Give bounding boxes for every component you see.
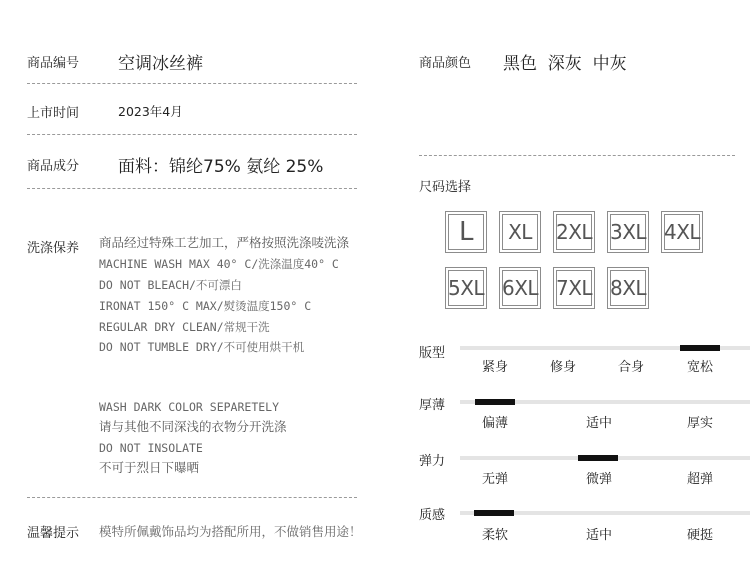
size-option-label: 3XL — [610, 214, 646, 250]
care-line: DO NOT INSOLATE — [99, 441, 203, 455]
scale-selected-marker — [475, 399, 515, 405]
care-line: 商品经过特殊工艺加工，严格按照洗涤唛洗涤 — [99, 235, 350, 250]
launch-date-label: 上市时间 — [27, 106, 80, 121]
scale-option: 超弹 — [686, 472, 714, 487]
scale-selected-marker — [578, 455, 618, 461]
size-option-label: 6XL — [502, 270, 538, 306]
tip-label: 温馨提示 — [27, 526, 80, 541]
size-option-label: 2XL — [556, 214, 592, 250]
scale-option: 宽松 — [686, 360, 714, 375]
size-option[interactable] — [445, 267, 487, 309]
scale-selected-marker — [474, 510, 514, 516]
care-line: MACHINE WASH MAX 40° C/洗涤温度40° C — [99, 257, 339, 271]
scale-option: 合身 — [617, 360, 645, 375]
divider — [419, 155, 735, 156]
product-code-value: 空调冰丝裤 — [118, 54, 203, 74]
care-label: 洗涤保养 — [27, 241, 80, 256]
size-option[interactable] — [445, 211, 487, 253]
scale-option: 无弹 — [481, 472, 509, 487]
size-option-label: 4XL — [664, 214, 700, 250]
care-line: 请与其他不同深浅的衣物分开洗涤 — [99, 419, 287, 434]
scale-option: 紧身 — [481, 360, 509, 375]
care-line: IRONAT 150° C MAX/熨烫温度150° C — [99, 299, 312, 313]
divider — [27, 497, 357, 498]
size-option-label: 8XL — [610, 270, 646, 306]
product-code-label: 商品编号 — [27, 56, 80, 71]
composition-value: 面料：锦纶75% 氨纶 25% — [118, 157, 324, 177]
size-option[interactable] — [607, 211, 649, 253]
tip-text: 模特所佩戴饰品均为搭配所用，不做销售用途！ — [99, 524, 362, 539]
scale-option: 适中 — [585, 528, 613, 543]
care-line: DO NOT TUMBLE DRY/不可使用烘干机 — [99, 340, 305, 354]
care-line: DO NOT BLEACH/不可漂白 — [99, 278, 242, 292]
size-option-label: XL — [502, 214, 538, 250]
size-option[interactable] — [499, 211, 541, 253]
scale-title: 版型 — [419, 346, 446, 361]
size-option[interactable] — [499, 267, 541, 309]
divider — [27, 83, 357, 84]
divider — [27, 188, 357, 189]
scale-option: 微弹 — [585, 472, 613, 487]
care-line: WASH DARK COLOR SEPARETELY — [99, 400, 280, 414]
scale-title: 弹力 — [419, 454, 446, 469]
scale-option: 厚实 — [686, 416, 714, 431]
size-section-label: 尺码选择 — [419, 180, 472, 195]
size-option-label: 7XL — [556, 270, 592, 306]
scale-option: 偏薄 — [481, 416, 509, 431]
size-option-label: L — [448, 214, 484, 250]
size-option[interactable] — [553, 267, 595, 309]
divider — [27, 134, 357, 135]
scale-selected-marker — [680, 345, 720, 351]
scale-option: 硬挺 — [686, 528, 714, 543]
scale-option: 适中 — [585, 416, 613, 431]
size-option[interactable] — [553, 211, 595, 253]
color-value: 黑色 深灰 中灰 — [503, 54, 627, 74]
size-option[interactable] — [661, 211, 703, 253]
care-line: 不可于烈日下曝晒 — [99, 460, 200, 475]
scale-title: 质感 — [419, 508, 446, 523]
care-line: REGULAR DRY CLEAN/常规干洗 — [99, 320, 270, 334]
scale-option: 柔软 — [481, 528, 509, 543]
launch-date-value: 2023年4月 — [118, 104, 183, 119]
scale-option: 修身 — [549, 360, 577, 375]
size-option-label: 5XL — [448, 270, 484, 306]
color-label: 商品颜色 — [419, 56, 472, 71]
scale-title: 厚薄 — [419, 398, 446, 413]
composition-label: 商品成分 — [27, 159, 80, 174]
size-option[interactable] — [607, 267, 649, 309]
